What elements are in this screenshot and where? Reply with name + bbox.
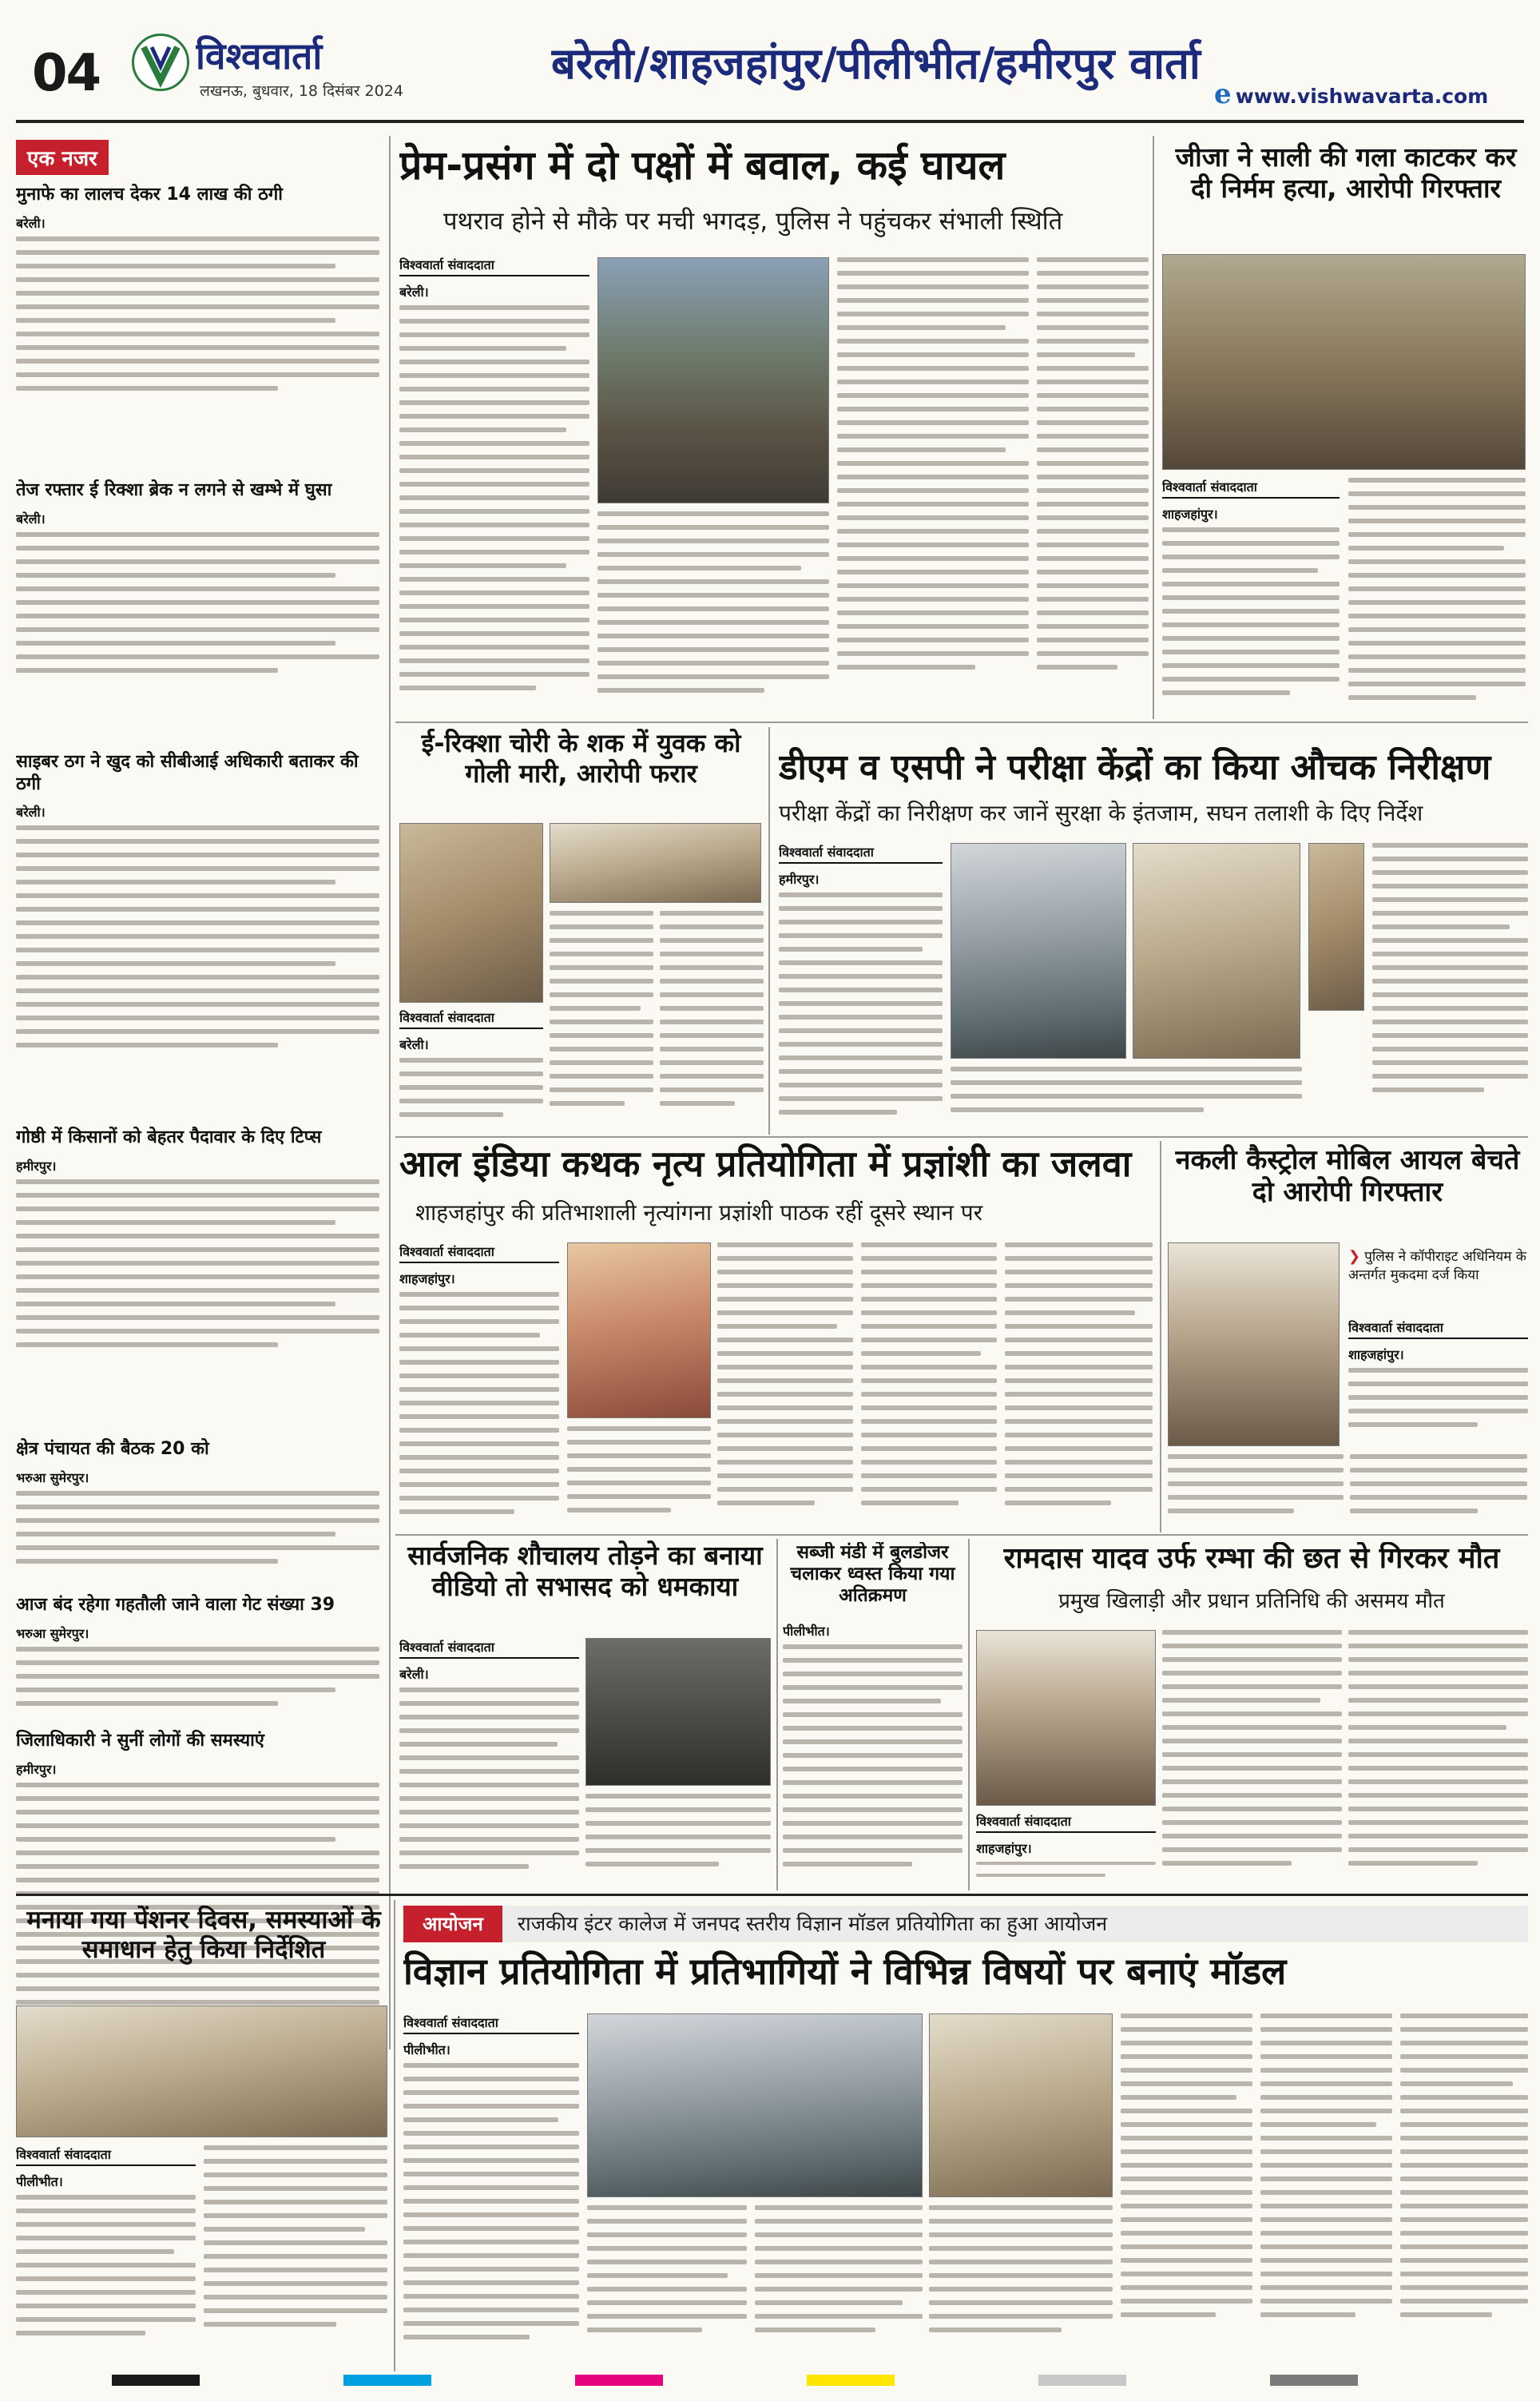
sidebar-item bbox=[16, 479, 379, 682]
byline: विश्ववार्ता संवाददाता bbox=[976, 1812, 1156, 1833]
column-divider bbox=[768, 727, 770, 1135]
story-vigyan-column-3 bbox=[755, 2205, 923, 2365]
dateline-text: पीलीभीत। bbox=[16, 2174, 63, 2189]
brand-logo-icon bbox=[132, 34, 189, 91]
story-vigyan-photo-1 bbox=[587, 2013, 923, 2197]
column-divider bbox=[1160, 1141, 1161, 1532]
dateline-text: हमीरपुर। bbox=[779, 872, 820, 887]
story-kathak-column-5 bbox=[1005, 1242, 1153, 1526]
dateline-text: बरेली। bbox=[399, 1037, 429, 1052]
color-swatch bbox=[112, 2375, 200, 2386]
dateline-text: शाहजहांपुर। bbox=[1162, 507, 1218, 522]
page-number: 04 bbox=[32, 44, 101, 103]
bottom-band-rule bbox=[16, 1894, 1528, 1896]
website-url[interactable]: www.vishwavarta.com bbox=[1235, 85, 1489, 108]
story-dm-sp-photo-2 bbox=[1133, 843, 1300, 1059]
red-arrow-icon: ❯ bbox=[1348, 1248, 1361, 1265]
dateline-text: हमीरपुर। bbox=[16, 1158, 57, 1174]
dateline-text: पीलीभीत। bbox=[783, 1624, 830, 1639]
sidebar-item-headline: आज बंद रहेगा गहतौली जाने वाला गेट संख्या 39 bbox=[16, 1595, 335, 1615]
sidebar-item-headline: तेज रफ्तार ई रिक्शा ब्रेक न लगने से खम्भे में घुसा bbox=[16, 480, 332, 500]
story-kathak-column-2 bbox=[567, 1426, 711, 1526]
story-dm-sp-column-2 bbox=[951, 1067, 1302, 1128]
header-rule bbox=[16, 120, 1524, 123]
dateline-text: भरुआ सुमेरपुर। bbox=[16, 1625, 89, 1641]
column-divider bbox=[394, 1900, 395, 2371]
story-ramdas-headline: रामदास यादव उर्फ रम्भा की छत से गिरकर मौत bbox=[1003, 1542, 1500, 1575]
story-shauchalay-column-1 bbox=[399, 1638, 579, 1886]
story-kathak-column-3 bbox=[717, 1242, 853, 1526]
byline: विश्ववार्ता संवाददाता bbox=[399, 1008, 543, 1029]
story-erickshaw-column-1 bbox=[399, 1008, 543, 1128]
story-dm-sp-headline: डीएम व एसपी ने परीक्षा केंद्रों का किया औचक निरीक्षण bbox=[779, 747, 1491, 788]
byline: विश्ववार्ता संवाददाता bbox=[399, 256, 589, 276]
sidebar-item bbox=[16, 1127, 379, 1356]
column-divider bbox=[776, 1539, 778, 1890]
dateline-text: पीलीभीत। bbox=[403, 2042, 450, 2057]
story-pension-column-1 bbox=[16, 2145, 196, 2365]
story-erickshaw-column-3 bbox=[660, 911, 764, 1128]
story-jija-photo bbox=[1162, 254, 1526, 470]
story-vigyan-column-4 bbox=[929, 2205, 1113, 2365]
story-nakli-column-2 bbox=[1168, 1454, 1344, 1526]
website-link[interactable] bbox=[1214, 78, 1534, 113]
dateline-text: बरेली। bbox=[399, 1667, 429, 1682]
dateline-text: बरेली। bbox=[16, 805, 46, 820]
side-note-text: पुलिस ने कॉपीराइट अधिनियम के अन्तर्गत मुकदमा दर्ज किया bbox=[1348, 1249, 1526, 1283]
story-shauchalay-headline: सार्वजनिक शौचालय तोड़ने का बनाया वीडियो तो सभासद को धमकाया bbox=[407, 1540, 763, 1602]
story-prem-subhead: पथराव होने से मौके पर मची भगदड़, पुलिस ने पहुंचकर संभाली स्थिति bbox=[443, 207, 1063, 236]
dateline-text: हमीरपुर। bbox=[16, 1761, 57, 1777]
sidebar-item bbox=[16, 751, 379, 1056]
story-sabzi-headline: सब्जी मंडी में बुलडोजर चलाकर ध्वस्त किया गया अतिक्रमण bbox=[790, 1542, 955, 1607]
kicker-label: आयोजन bbox=[403, 1906, 502, 1942]
story-shauchalay-photo bbox=[585, 1638, 771, 1786]
story-dm-sp-subhead: परीक्षा केंद्रों का निरीक्षण कर जानें सुरक्षा के इंतजाम, सघन तलाशी के दिए निर्देश bbox=[779, 800, 1423, 826]
story-ramdas-column-2 bbox=[1162, 1630, 1342, 1886]
story-vigyan-column-6 bbox=[1260, 2013, 1392, 2365]
column-divider bbox=[1153, 136, 1154, 719]
color-swatch bbox=[575, 2375, 663, 2386]
sidebar-item-headline: साइबर ठग ने खुद को सीबीआई अधिकारी बताकर की ठगी bbox=[16, 752, 359, 794]
sidebar-item-headline: मुनाफे का लालच देकर 14 लाख की ठगी bbox=[16, 185, 283, 205]
story-jija-column-2 bbox=[1348, 478, 1526, 711]
story-prem-photo bbox=[597, 257, 829, 503]
dateline-text: शाहजहांपुर। bbox=[976, 1841, 1032, 1856]
story-vigyan-headline: विज्ञान प्रतियोगिता में प्रतिभागियों ने विभिन्न विषयों पर बनाएं मॉडल bbox=[403, 1950, 1287, 1993]
story-shauchalay-column-2 bbox=[585, 1794, 771, 1886]
dateline: लखनऊ, बुधवार, 18 दिसंबर 2024 bbox=[200, 82, 403, 100]
story-nakli-side-note bbox=[1348, 1246, 1528, 1310]
dateline-text: शाहजहांपुर। bbox=[399, 1271, 455, 1286]
color-swatch bbox=[807, 2375, 895, 2386]
story-pension-photo bbox=[16, 2005, 387, 2137]
story-dm-sp-column-3 bbox=[1372, 843, 1528, 1128]
byline: विश्ववार्ता संवाददाता bbox=[1348, 1318, 1528, 1339]
story-erickshaw-photo-2 bbox=[550, 823, 761, 903]
story-nakli-headline: नकली कैस्ट्रोल मोबिल आयल बेचते दो आरोपी गिरफ्तार bbox=[1175, 1144, 1520, 1209]
byline: विश्ववार्ता संवाददाता bbox=[779, 843, 943, 864]
story-vigyan-kicker-bar bbox=[403, 1906, 1528, 1942]
globe-e-icon: e bbox=[1214, 78, 1232, 110]
story-prem-column-3 bbox=[837, 257, 1029, 711]
story-vigyan-column-5 bbox=[1121, 2013, 1252, 2365]
story-kathak-headline: आल इंडिया कथक नृत्य प्रतियोगिता में प्रज्ञांशी का जलवा bbox=[399, 1143, 1132, 1185]
story-kathak-column-4 bbox=[861, 1242, 997, 1526]
story-pension-headline: मनाया गया पेंशनर दिवस, समस्याओं के समाधान हेतु किया निर्देशित bbox=[26, 1906, 381, 1964]
color-swatch bbox=[343, 2375, 431, 2386]
story-nakli-photo bbox=[1168, 1242, 1340, 1446]
story-pension-column-2 bbox=[204, 2145, 387, 2365]
sidebar-divider bbox=[389, 136, 391, 2049]
sidebar-item-headline: क्षेत्र पंचायत की बैठक 20 को bbox=[16, 1439, 209, 1459]
dateline-text: बरेली। bbox=[16, 215, 46, 231]
story-ramdas-column-3 bbox=[1348, 1630, 1528, 1886]
story-prem-column-1 bbox=[399, 256, 589, 711]
story-ramdas-photo bbox=[976, 1630, 1156, 1806]
byline: विश्ववार्ता संवाददाता bbox=[399, 1638, 579, 1659]
story-vigyan-column-1 bbox=[403, 2013, 579, 2365]
story-erickshaw-column-2 bbox=[550, 911, 653, 1128]
color-swatch bbox=[1038, 2375, 1126, 2386]
story-vigyan-column-2 bbox=[587, 2205, 747, 2365]
story-erickshaw-headline: ई-रिक्शा चोरी के शक में युवक को गोली मारी, आरोपी फरार bbox=[421, 729, 741, 789]
color-swatch bbox=[1270, 2375, 1358, 2386]
story-dm-sp-photo-3 bbox=[1308, 843, 1364, 1011]
story-dm-sp-photo-1 bbox=[951, 843, 1126, 1059]
story-vigyan-column-7 bbox=[1400, 2013, 1528, 2365]
row-divider bbox=[395, 1136, 1528, 1138]
byline: विश्ववार्ता संवाददाता bbox=[399, 1242, 559, 1263]
story-sabzi-column-1 bbox=[783, 1622, 963, 1886]
kicker-text: राजकीय इंटर कालेज में जनपद स्तरीय विज्ञान मॉडल प्रतियोगिता का हुआ आयोजन bbox=[517, 1912, 1108, 1935]
story-kathak-subhead: शाहजहांपुर की प्रतिभाशाली नृत्यांगना प्रज्ञांशी पाठक रहीं दूसरे स्थान पर bbox=[415, 1199, 983, 1226]
byline: विश्ववार्ता संवाददाता bbox=[403, 2013, 579, 2034]
story-nakli-column-3 bbox=[1350, 1454, 1527, 1526]
byline: विश्ववार्ता संवाददाता bbox=[1162, 478, 1340, 499]
story-jija-column-1 bbox=[1162, 478, 1340, 711]
story-kathak-column-1 bbox=[399, 1242, 559, 1526]
story-nakli-column-1 bbox=[1348, 1318, 1528, 1446]
sidebar-item-headline: गोष्ठी में किसानों को बेहतर पैदावार के दिए टिप्स bbox=[16, 1127, 322, 1147]
story-prem-headline: प्रेम-प्रसंग में दो पक्षों में बवाल, कई घायल bbox=[399, 142, 1006, 189]
story-erickshaw-photo bbox=[399, 823, 543, 1003]
row-divider bbox=[395, 721, 1528, 723]
sidebar-item bbox=[16, 1438, 379, 1572]
story-prem-column-2 bbox=[597, 511, 829, 711]
byline: विश्ववार्ता संवाददाता bbox=[16, 2145, 196, 2166]
story-ramdas-column-1 bbox=[976, 1812, 1156, 1886]
column-divider bbox=[968, 1539, 970, 1890]
brand-name: विश्ववार्ता bbox=[196, 34, 323, 78]
section-title: बरेली/शाहजहांपुर/पीलीभीत/हमीरपुर वार्ता bbox=[551, 38, 1201, 89]
sidebar-ek-nazar bbox=[16, 140, 379, 2033]
story-ramdas-subhead: प्रमुख खिलाड़ी और प्रधान प्रतिनिधि की असमय मौत bbox=[1058, 1589, 1445, 1613]
story-vigyan-photo-2 bbox=[929, 2013, 1113, 2197]
story-prem-column-4 bbox=[1037, 257, 1149, 711]
story-kathak-photo bbox=[567, 1242, 711, 1418]
story-dm-sp-column-1 bbox=[779, 843, 943, 1128]
masthead bbox=[0, 0, 1540, 120]
sidebar-item bbox=[16, 1594, 379, 1715]
dateline-text: भरुआ सुमेरपुर। bbox=[16, 1469, 89, 1485]
dateline-text: बरेली। bbox=[399, 284, 429, 300]
sidebar-item bbox=[16, 184, 379, 400]
dateline-text: बरेली। bbox=[16, 511, 46, 527]
sidebar-tag: एक नजर bbox=[16, 140, 109, 175]
row-divider bbox=[395, 1534, 1528, 1536]
story-jija-headline: जीजा ने साली की गला काटकर कर दी निर्मम हत्या, आरोपी गिरफ्तार bbox=[1175, 142, 1517, 204]
sidebar-item-headline: जिलाधिकारी ने सुनीं लोगों की समस्याएं bbox=[16, 1731, 264, 1751]
dateline-text: शाहजहांपुर। bbox=[1348, 1347, 1404, 1362]
